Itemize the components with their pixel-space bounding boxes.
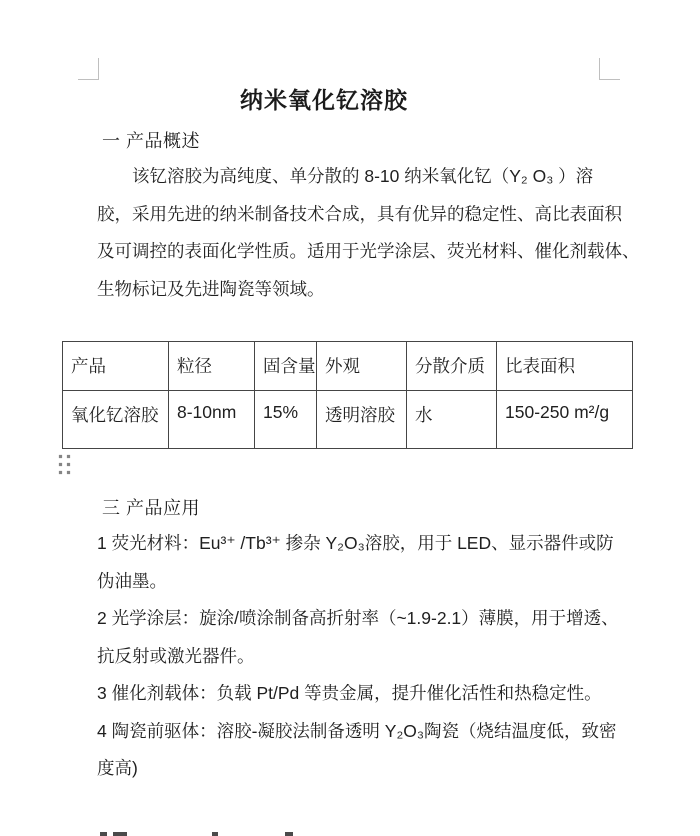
margin-crop-mark-top-right <box>599 79 620 80</box>
document-title[interactable]: 纳米氧化钇溶胶 <box>240 87 408 113</box>
table-cell-solid-content[interactable]: 15% <box>255 391 317 449</box>
table-header-cell[interactable]: 粒径 <box>169 342 255 391</box>
clipped-glyph-fragment <box>212 832 218 836</box>
drag-handle-dot <box>59 455 62 458</box>
applications-list <box>97 525 619 788</box>
drag-handle-dot <box>67 463 70 466</box>
paragraph-line[interactable]: 该钇溶胶为高纯度、单分散的 8-10 纳米氧化钇（Y₂ O₃ ）溶 <box>132 166 594 186</box>
clipped-glyph-fragment <box>113 832 127 836</box>
table-header-row <box>63 342 633 391</box>
application-item-line[interactable]: 4 陶瓷前驱体：溶胶-凝胶法制备透明 Y₂O₃陶瓷（烧结温度低，致密 <box>97 720 617 741</box>
table-header-cell[interactable]: 分散介质 <box>407 342 497 391</box>
table-cell-surface-area[interactable]: 150-250 m²/g <box>497 391 633 449</box>
overview-paragraph <box>97 158 640 308</box>
table-header-cell[interactable]: 产品 <box>63 342 169 391</box>
clipped-next-text-line <box>0 832 700 836</box>
application-item-line[interactable]: 度高) <box>97 758 138 778</box>
paragraph-line[interactable]: 胶，采用先进的纳米制备技术合成，具有优异的稳定性、高比表面积 <box>97 203 622 224</box>
drag-handle-dot <box>59 471 62 474</box>
paragraph-drag-handle-icon[interactable] <box>59 455 75 477</box>
margin-crop-mark-top-right <box>599 58 600 80</box>
margin-crop-mark-top-left <box>98 58 99 80</box>
section-heading-applications[interactable]: 三 产品应用 <box>102 498 201 518</box>
drag-handle-dot <box>59 463 62 466</box>
table-header-cell[interactable]: 固含量 <box>255 342 317 391</box>
table-cell-product[interactable]: 氧化钇溶胶 <box>63 391 169 449</box>
table-header-cell[interactable]: 外观 <box>317 342 407 391</box>
paragraph-line[interactable]: 及可调控的表面化学性质。适用于光学涂层、荧光材料、催化剂载体、 <box>97 241 640 261</box>
application-item-line[interactable]: 1 荧光材料：Eu³⁺ /Tb³⁺ 掺杂 Y₂O₃溶胶，用于 LED、显示器件或防 <box>97 533 614 553</box>
drag-handle-dot <box>67 455 70 458</box>
product-spec-table <box>62 341 633 449</box>
clipped-glyph-fragment <box>285 832 293 836</box>
section-heading-overview[interactable]: 一 产品概述 <box>102 131 201 151</box>
table-cell-appearance[interactable]: 透明溶胶 <box>317 391 407 449</box>
application-item-line[interactable]: 抗反射或激光器件。 <box>97 645 255 666</box>
table-cell-particle-size[interactable]: 8-10nm <box>169 391 255 449</box>
paragraph-line[interactable]: 生物标记及先进陶瓷等领域。 <box>97 278 325 299</box>
table-cell-dispersion-medium[interactable]: 水 <box>407 391 497 449</box>
application-item-line[interactable]: 伪油墨。 <box>97 570 167 591</box>
application-item-line[interactable]: 3 催化剂载体：负载 Pt/Pd 等贵金属，提升催化活性和热稳定性。 <box>97 683 602 703</box>
drag-handle-dot <box>67 471 70 474</box>
margin-crop-mark-top-left <box>78 79 99 80</box>
table-header-cell[interactable]: 比表面积 <box>497 342 633 391</box>
table-row <box>63 391 633 449</box>
clipped-glyph-fragment <box>100 832 107 836</box>
application-item-line[interactable]: 2 光学涂层：旋涂/喷涂制备高折射率（~1.9-2.1）薄膜，用于增透、 <box>97 608 619 628</box>
